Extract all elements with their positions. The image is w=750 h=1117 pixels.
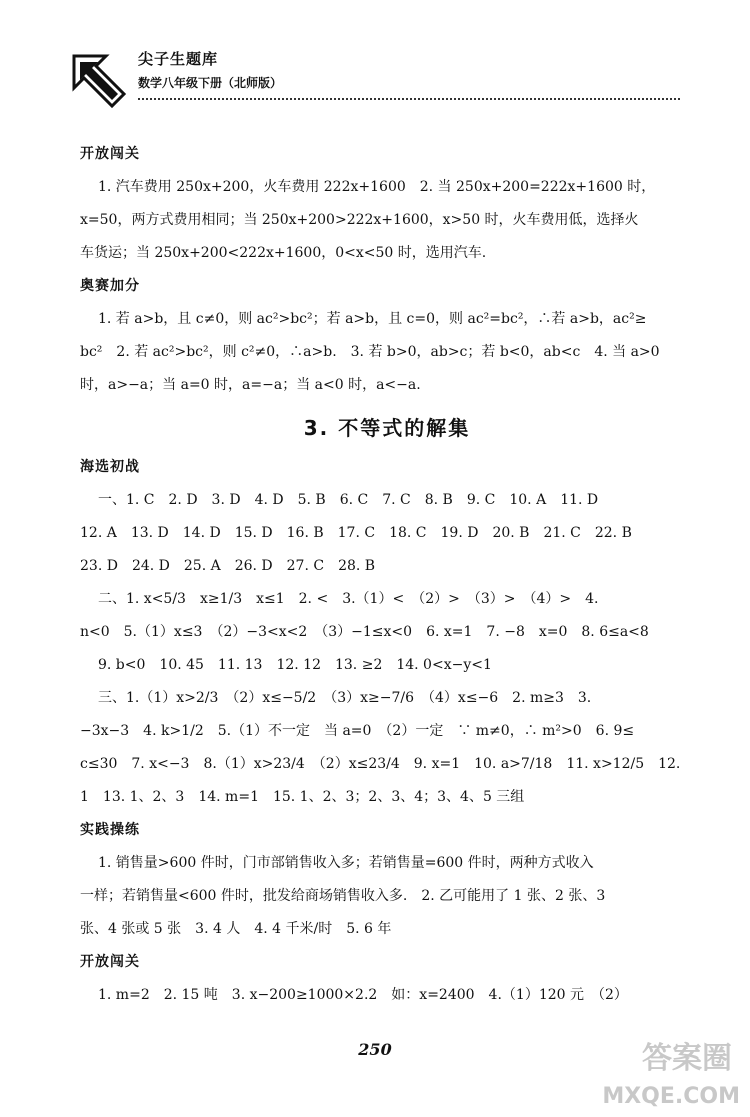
section-heading: 开放闯关 [80, 146, 140, 162]
answer-line: 1. 汽车费用 250x+200，火车费用 222x+1600 2. 当 250x+200=222x+1600 时， [98, 179, 656, 195]
watermark-logo: 答案圈 [642, 1041, 732, 1076]
header-divider [138, 98, 680, 100]
book-title: 数学八年级下册（北师版） [138, 76, 283, 90]
answer-line: c≤30 7. x<−3 8.（1）x>23/4 （2）x≤23/4 9. x=1 10. a>7/18 11. x>12/5 12. [80, 756, 681, 772]
answer-line: 1 13. 1、2、3 14. m=1 15. 1、2、3；2、3、4；3、4、5 三组 [80, 789, 525, 805]
answer-line: 二、1. x<5/3 x≥1/3 x≤1 2. < 3.（1）< （2）> （3）> （4）> 4. [98, 591, 599, 607]
arrow-up-left-icon [70, 52, 128, 110]
section-heading: 海选初战 [80, 459, 140, 475]
watermark-url: MXQE.COM [602, 1084, 740, 1109]
answer-line: 时，a>−a；当 a=0 时，a=−a；当 a<0 时，a<−a. [80, 377, 421, 393]
section-title: 3. 不等式的解集 [303, 416, 471, 440]
answer-content [80, 138, 694, 1012]
answer-line: 一样；若销售量<600 件时，批发给商场销售收入多. 2. 乙可能用了 1 张、2 张、3 [80, 888, 606, 904]
page-number: 250 [358, 1040, 392, 1059]
answer-line: 一、1. C 2. D 3. D 4. D 5. B 6. C 7. C 8. B 9. C 10. A 11. D [98, 492, 599, 508]
answer-line: x=50，两方式费用相同；当 250x+200>222x+1600，x>50 时，火车费用低，选择火 [80, 212, 639, 228]
answer-line: bc² 2. 若 ac²>bc²，则 c²≠0，∴a>b. 3. 若 b>0，ab>c；若 b<0，ab<c 4. 当 a>0 [80, 344, 660, 360]
series-title: 尖子生题库 [138, 50, 219, 68]
section-heading: 奥赛加分 [80, 278, 140, 294]
section-heading: 开放闯关 [80, 954, 140, 970]
answer-line: 车货运；当 250x+200<222x+1600，0<x<50 时，选用汽车. [80, 245, 487, 261]
answer-line: 1. 销售量>600 件时，门市部销售收入多；若销售量=600 件时，两种方式收入 [98, 855, 594, 871]
section-heading: 实践操练 [80, 822, 140, 838]
answer-line: 12. A 13. D 14. D 15. D 16. B 17. C 18. C 19. D 20. B 21. C 22. B [80, 525, 632, 541]
answer-line: 张、4 张或 5 张 3. 4 人 4. 4 千米/时 5. 6 年 [80, 921, 392, 937]
answer-line: 9. b<0 10. 45 11. 13 12. 12 13. ≥2 14. 0<x−y<1 [98, 657, 492, 673]
page-header [70, 42, 680, 112]
answer-line: 23. D 24. D 25. A 26. D 27. C 28. B [80, 558, 376, 574]
answer-line: 1. 若 a>b，且 c≠0，则 ac²>bc²；若 a>b，且 c=0，则 ac²=bc²，∴若 a>b，ac²≥ [98, 311, 647, 327]
answer-line: −3x−3 4. k>1/2 5.（1）不一定 当 a=0 （2）一定 ∵ m≠0，∴ m²>0 6. 9≤ [80, 723, 635, 739]
answer-line: 1. m=2 2. 15 吨 3. x−200≥1000×2.2 如：x=2400 4.（1）120 元 （2） [98, 987, 628, 1003]
answer-line: 三、1.（1）x>2/3 （2）x≤−5/2 （3）x≥−7/6 （4）x≤−6 2. m≥3 3. [98, 690, 592, 706]
answer-line: n<0 5.（1）x≤3 （2）−3<x<2 （3）−1≤x<0 6. x=1 7. −8 x=0 8. 6≤a<8 [80, 624, 649, 640]
